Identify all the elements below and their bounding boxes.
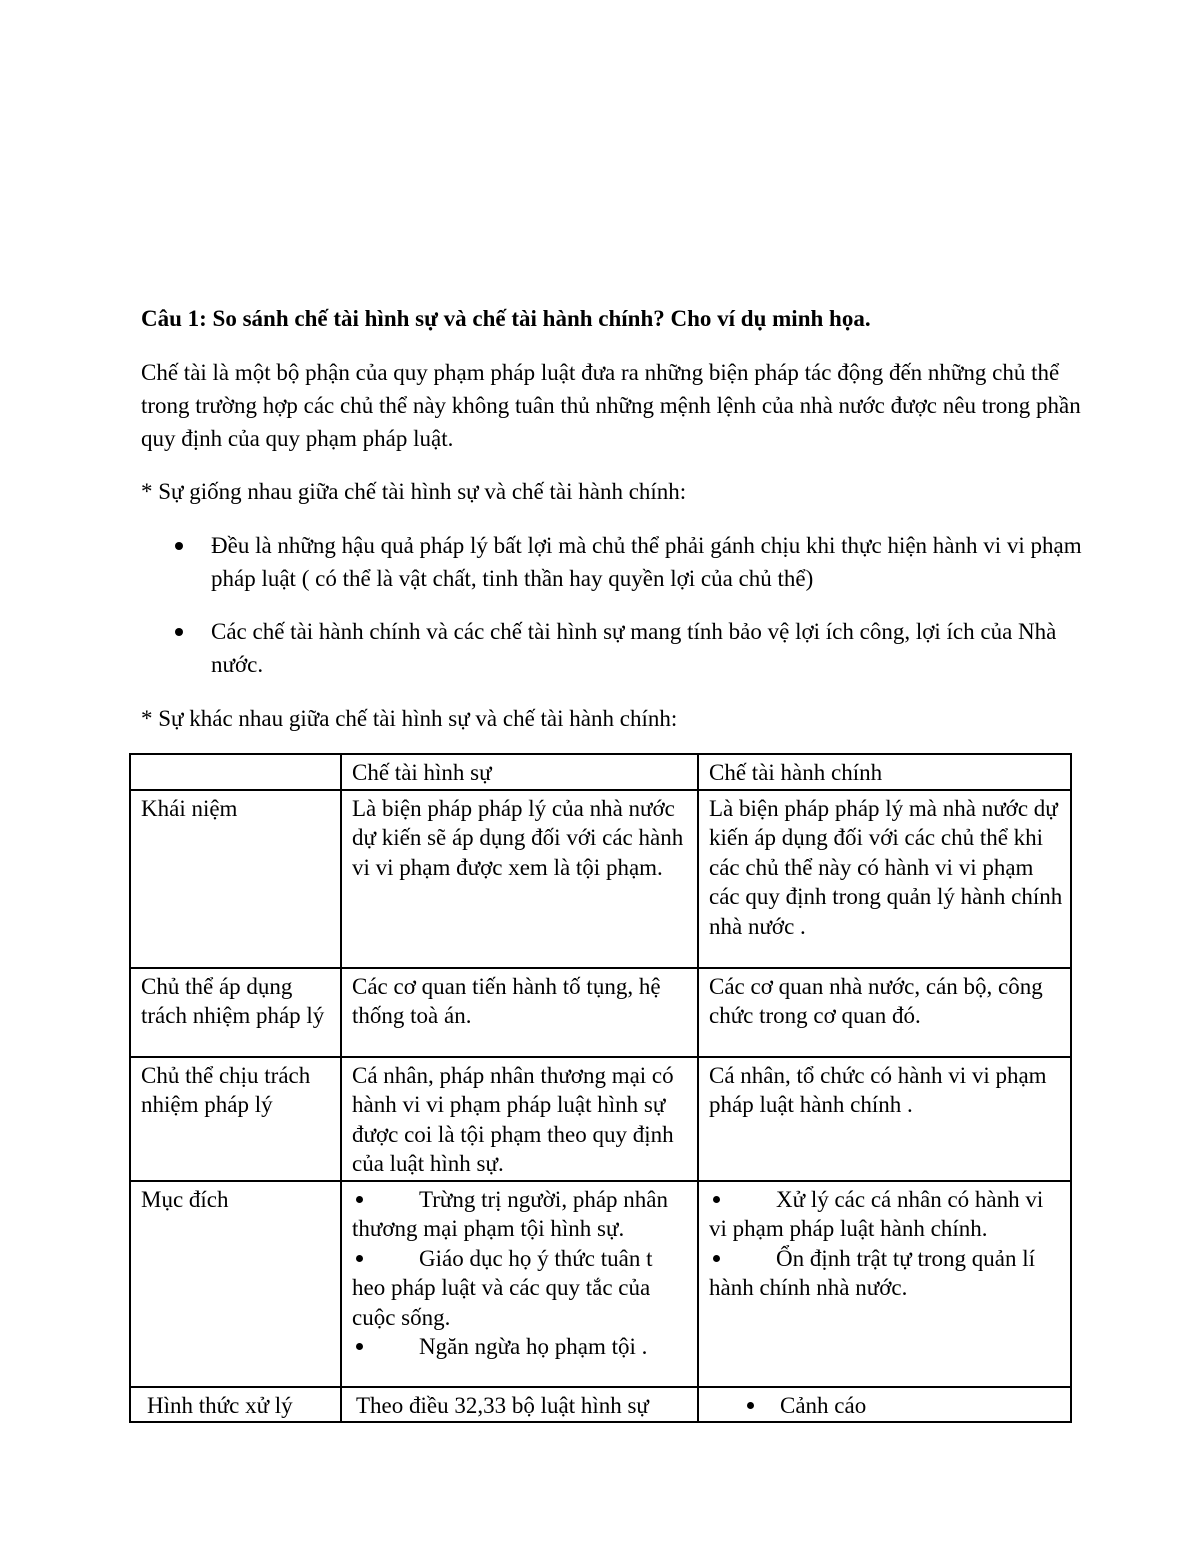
criminal-cell: Là biện pháp pháp lý của nhà nước dự kiến sẽ áp dụng đối với các hành vi vi phạm được xem là tội phạm. — [341, 790, 698, 968]
row-label: Hình thức xử lý — [130, 1387, 341, 1423]
row-label: Mục đích — [130, 1181, 341, 1387]
bullet-icon — [356, 1343, 363, 1350]
bullet-icon — [713, 1255, 720, 1262]
table-row — [130, 790, 1071, 968]
comparison-table — [129, 753, 1072, 1423]
purpose-text: Xử lý các cá nhân có hành vi vi phạm pháp luật hành chính. — [709, 1186, 1044, 1241]
form-text: Cảnh cáo — [780, 1392, 867, 1418]
list-item — [709, 1244, 1064, 1303]
bullet-icon — [356, 1196, 363, 1203]
bullet-icon — [175, 628, 183, 636]
list-item — [352, 1332, 691, 1362]
criminal-cell: Cá nhân, pháp nhân thương mại có hành vi vi phạm pháp luật hình sự được coi là tội phạm theo quy định của luật hình sự. — [341, 1057, 698, 1181]
administrative-cell — [698, 1387, 1071, 1423]
purpose-text: Ổn định trật tự trong quản lí hành chính nhà nước. — [709, 1245, 1036, 1300]
table-header-cell: Chế tài hành chính — [698, 754, 1071, 790]
administrative-cell: Các cơ quan nhà nước, cán bộ, công chức trong cơ quan đó. — [698, 968, 1071, 1057]
similarity-text: Đều là những hậu quả pháp lý bất lợi mà chủ thể phải gánh chịu khi thực hiện hành vi vi phạm pháp luật ( có thể là vật chất, tinh thần hay quyền lợi của chủ thể) — [211, 533, 1082, 591]
table-row — [130, 968, 1071, 1057]
row-label: Khái niệm — [130, 790, 341, 968]
bullet-icon — [175, 542, 183, 550]
differences-heading: * Sự khác nhau giữa chế tài hình sự và chế tài hành chính: — [141, 706, 678, 731]
purpose-text: Trừng trị người, pháp nhân thương mại phạm tội hình sự. — [352, 1186, 668, 1241]
intro-paragraph: Chế tài là một bộ phận của quy phạm pháp luật đưa ra những biện pháp tác động đến những chủ thể trong trường hợp các chủ thể này không tuân thủ những mệnh lệnh của nhà nước được nêu trong phần quy định của quy phạm pháp luật. — [141, 360, 1081, 451]
list-item — [211, 615, 1091, 681]
row-label: Chủ thể chịu trách nhiệm pháp lý — [130, 1057, 341, 1181]
table-header-cell — [130, 754, 341, 790]
administrative-cell: Là biện pháp pháp lý mà nhà nước dự kiến áp dụng đối với các chủ thể khi các chủ thể này có hành vi vi phạm các quy định trong quản lý hành chính nhà nước . — [698, 790, 1071, 968]
table-row — [130, 1181, 1071, 1387]
similarities-list — [211, 529, 1091, 595]
list-item — [709, 1391, 1064, 1421]
table-header-row — [130, 754, 1071, 790]
question-heading: Câu 1: So sánh chế tài hình sự và chế tài hành chính? Cho ví dụ minh họa. — [141, 306, 871, 331]
list-item — [709, 1185, 1064, 1244]
bullet-icon — [356, 1255, 363, 1262]
list-item — [352, 1185, 691, 1244]
criminal-cell: Theo điều 32,33 bộ luật hình sự — [341, 1387, 698, 1423]
administrative-cell — [698, 1181, 1071, 1387]
administrative-cell: Cá nhân, tổ chức có hành vi vi phạm pháp luật hành chính . — [698, 1057, 1071, 1181]
criminal-cell — [341, 1181, 698, 1387]
similarities-list — [211, 615, 1091, 681]
similarity-text: Các chế tài hành chính và các chế tài hình sự mang tính bảo vệ lợi ích công, lợi ích của Nhà nước. — [211, 619, 1057, 677]
bullet-icon — [747, 1402, 754, 1409]
table-row — [130, 1057, 1071, 1181]
bullet-icon — [713, 1196, 720, 1203]
row-label: Chủ thể áp dụng trách nhiệm pháp lý — [130, 968, 341, 1057]
table-row — [130, 1387, 1071, 1423]
purpose-text: Ngăn ngừa họ phạm tội . — [419, 1334, 648, 1359]
table-header-cell: Chế tài hình sự — [341, 754, 698, 790]
list-item — [211, 529, 1091, 595]
purpose-text: Giáo dục họ ý thức tuân t heo pháp luật và các quy tắc của cuộc sống. — [352, 1245, 653, 1330]
list-item — [352, 1244, 691, 1333]
similarities-heading: * Sự giống nhau giữa chế tài hình sự và chế tài hành chính: — [141, 479, 687, 504]
criminal-cell: Các cơ quan tiến hành tố tụng, hệ thống toà án. — [341, 968, 698, 1057]
